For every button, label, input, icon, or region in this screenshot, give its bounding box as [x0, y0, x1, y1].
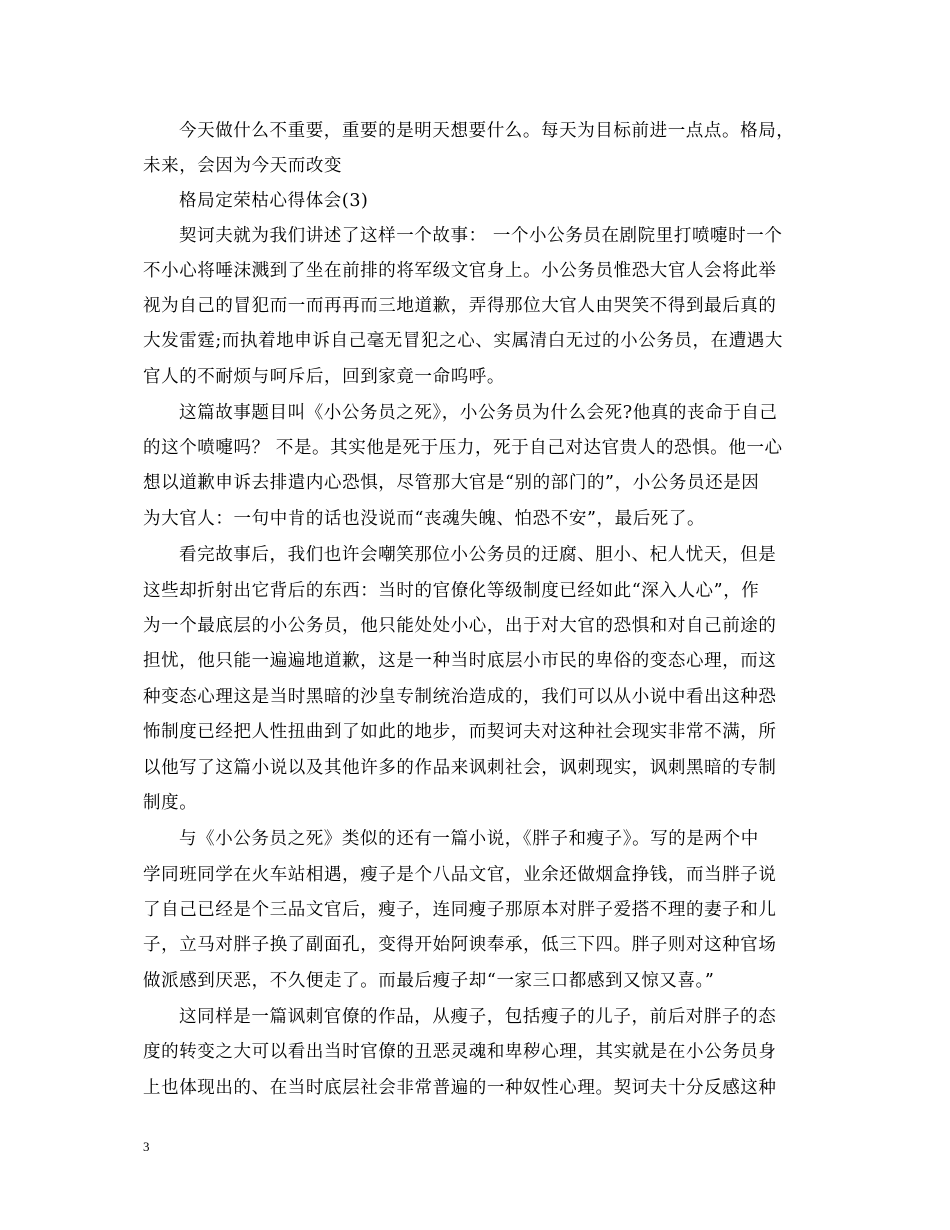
body-text-line: 的这个喷嚏吗？ 不是。其实他是死于压力，死于自己对达官贵人的恐惧。他一心 — [143, 438, 783, 458]
body-text-line: 与《小公务员之死》类似的还有一篇小说，《胖子和瘦子》。写的是两个中 — [179, 829, 759, 849]
body-text-line: 种变态心理这是当时黑暗的沙皇专制统治造成的，我们可以从小说中看出这种恐 — [143, 687, 777, 707]
body-text-line: 为大官人：一句中肯的话也没说而“丧魂失魄、怕恐不安”，最后死了。 — [143, 509, 706, 529]
body-text-line: 官人的不耐烦与呵斥后，回到家竟一命呜呼。 — [143, 367, 505, 387]
body-text-line: 想以道歉申诉去排遣内心恐惧，尽管那大官是“别的部门的”，小公务员还是因 — [143, 473, 760, 493]
body-text-line: 度的转变之大可以看出当时官僚的丑恶灵魂和卑秽心理，其实就是在小公务员身 — [143, 1042, 777, 1062]
section-heading: 格局定荣枯心得体会(3) — [179, 191, 369, 211]
body-text-line: 担忧，他只能一遍遍地道歉，这是一种当时底层小市民的卑俗的变态心理，而这 — [143, 651, 777, 671]
body-text-line: 契诃夫就为我们讲述了这样一个故事： 一个小公务员在剧院里打喷嚏时一个 — [179, 226, 783, 246]
body-text-line: 视为自己的冒犯而一而再再而三地道歉，弄得那位大官人由哭笑不得到最后真的 — [143, 296, 777, 316]
body-text-line: 做派感到厌恶，不久便走了。而最后瘦子却“一家三口都感到又惊又喜。” — [143, 971, 715, 991]
body-text-line: 上也体现出的、在当时底层社会非常普遍的一种奴性心理。契诃夫十分反感这种 — [143, 1078, 777, 1098]
body-text-line: 为一个最底层的小公务员，他只能处处小心，出于对大官的恐惧和对自己前途的 — [143, 616, 777, 636]
body-text-line: 这同样是一篇讽刺官僚的作品，从瘦子，包括瘦子的儿子，前后对胖子的态 — [179, 1007, 777, 1027]
body-text-line: 怖制度已经把人性扭曲到了如此的地步，而契诃夫对这种社会现实非常不满，所 — [143, 722, 777, 742]
body-text-line: 以他写了这篇小说以及其他许多的作品来讽刺社会，讽刺现实，讽刺黑暗的专制 — [143, 758, 777, 778]
body-text-line: 学同班同学在火车站相遇，瘦子是个八品文官，业余还做烟盒挣钱，而当胖子说 — [143, 865, 777, 885]
body-text-line: 制度。 — [143, 793, 198, 813]
page-number: 3 — [143, 1139, 150, 1154]
body-text-line: 这篇故事题目叫《小公务员之死》，小公务员为什么会死?他真的丧命于自己 — [179, 403, 778, 423]
body-text-line: 未来，会因为今天而改变 — [143, 156, 343, 176]
body-text-line: 今天做什么不重要，重要的是明天想要什么。每天为目标前进一点点。格局， — [179, 121, 795, 141]
body-text-line: 子，立马对胖子换了副面孔，变得开始阿谀奉承，低三下四。胖子则对这种官场 — [143, 935, 777, 955]
body-text-line: 了自己已经是个三品文官后，瘦子，连同瘦子那原本对胖子爱搭不理的妻子和儿 — [143, 900, 777, 920]
body-text-line: 不小心将唾沫溅到了坐在前排的将军级文官身上。小公务员惟恐大官人会将此举 — [143, 261, 777, 281]
body-text-line: 这些却折射出它背后的东西：当时的官僚化等级制度已经如此“深入人心”，作 — [143, 581, 760, 601]
body-text-line: 大发雷霆;而执着地申诉自己毫无冒犯之心、实属清白无过的小公务员，在遭遇大 — [143, 331, 783, 351]
body-text-line: 看完故事后，我们也许会嘲笑那位小公务员的迂腐、胆小、杞人忧天，但是 — [179, 545, 777, 565]
